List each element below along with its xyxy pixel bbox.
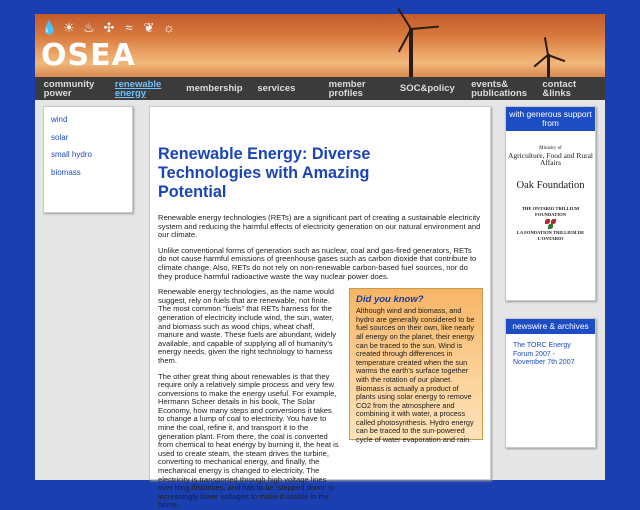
hydro-icon: ≈ (121, 20, 137, 36)
nav-contact-links[interactable]: contact &links (534, 77, 605, 100)
sponsor-omafra-line1: Ministry of (506, 145, 595, 152)
nav-events-publications[interactable]: events& publications (463, 77, 534, 100)
sponsors-box (505, 106, 596, 301)
sponsor-omafra-line2: Agriculture, Food and Rural Affairs (506, 152, 595, 166)
header-banner (35, 14, 605, 77)
nav-renewable-energy[interactable]: renewable energy (106, 77, 177, 100)
subnav-link-small-hydro[interactable]: small hydro (51, 150, 125, 159)
page-title: Renewable Energy: Diverse Technologies with Amazing Potential (158, 145, 398, 202)
page (35, 14, 605, 480)
trillium-name-en: THE ONTARIO TRILLIUM FOUNDATION (506, 206, 595, 218)
subnav-box (43, 106, 133, 213)
subnav-link-wind[interactable]: wind (51, 115, 125, 124)
turbine-blade (397, 8, 411, 29)
bulb-icon: ☼ (161, 20, 177, 36)
sponsors-heading: with generous support from (506, 107, 595, 131)
main-content (149, 106, 491, 480)
nav-services[interactable]: services (249, 77, 320, 100)
turbine-blade (544, 37, 549, 55)
paragraph: Unlike conventional forms of generation such as nuclear, coal and gas-fired generators, RETs do not cause harmful emissions of greenhouse gases such as carbon dioxide that contribute to climate change. Also, RETs do not rely on non-renewable carbon-based fuel sources, nor do they produce harmful radioactive waste the way nuclear power does. (158, 247, 482, 281)
sponsor-oak-foundation-logo[interactable]: Oak Foundation (506, 180, 595, 192)
trillium-icon (545, 219, 557, 229)
drop-icon: 💧 (41, 20, 57, 36)
newswire-box (505, 318, 596, 448)
flame-icon: ♨ (81, 20, 97, 36)
nav-soc-policy[interactable]: SOC&policy (391, 77, 462, 100)
subnav-link-solar[interactable]: solar (51, 133, 125, 142)
two-column-section (158, 288, 482, 510)
subnav-link-biomass[interactable]: biomass (51, 168, 125, 177)
did-you-know-title: Did you know? (356, 294, 476, 305)
paragraph: Renewable energy technologies (RETs) are a significant part of creating a sustainable electricity system and reducing the harmful effects of electricity generation on our natural environment and our climate. (158, 214, 482, 240)
main-nav (35, 77, 605, 100)
did-you-know-box (349, 288, 483, 440)
turbine-blade (548, 54, 566, 62)
nav-member-profiles[interactable]: member profiles (320, 77, 391, 100)
paragraph: The other great thing about renewables is that they require only a relatively simple process and very few conversions to make the energy useful. For example, Hermann Scheer details in his book, The Solar Economy, how many steps and conversions it takes to change a lump of coal to electricity. You have to mine the coal, refine it, and transport it to the generation plant. From there, the coal is converted from chemical to heat energy by burning it, the heat is used to create steam, the steam drives the turbine, converting to mechanical energy, and finally, the mechanical energy is changed to electricity. The electricity is transported through high voltage lines over long distances, and has to be ‘stepped down’ to increasingly lower voltages to make it usable in the home. (158, 373, 340, 510)
turbine-blade (411, 26, 439, 30)
text-column (158, 288, 340, 510)
logo-icons (41, 20, 177, 36)
nav-community-power[interactable]: community power (35, 77, 106, 100)
sponsor-omafra-logo[interactable] (506, 145, 595, 166)
did-you-know-text: Although wind and biomass, and hydro are generally considered to be fuel sources on their own, like nearly all energy on the planet, their energy can be traced to the sun. Wind is created through differences in temperature created when the sun warms the earth’s surface together with the rotation of our planet. Biomass is actually a product of plants using solar energy to remove CO2 from the atmosphere and combining it with water, a process called photosynthesis. Hydro energy can be traced to the sun-powered cycle of water evaporation and rain. (356, 307, 476, 445)
newswire-heading: newswire & archives (506, 319, 595, 334)
leaf-icon: ❦ (141, 20, 157, 36)
trillium-name-fr: LA FONDATION TRILLIUM DE L’ONTARIO (506, 230, 595, 242)
sun-icon: ☀ (61, 20, 77, 36)
paragraph: Renewable energy technologies, as the name would suggest, rely on fuels that are renewable, not finite. The most common “fuels” that RETs harness for the generation of electricity include wind, the sun, water, and biomass such as wood chips, wheat chaff, manure and waste. These fuels are abundant, widely available, and capable of supplying all of humanity’s energy needs, given the right technology to harness them. (158, 288, 340, 365)
sponsor-trillium-logo[interactable] (506, 206, 595, 242)
turbine-icon: ✣ (101, 20, 117, 36)
site-logo[interactable]: OSEA (41, 38, 136, 73)
nav-membership[interactable]: membership (178, 77, 249, 100)
turbine-silhouette (547, 54, 550, 77)
turbine-silhouette (409, 28, 413, 77)
newswire-link[interactable]: The TORC Energy Forum 2007 - November 7th 2007 (506, 334, 595, 376)
